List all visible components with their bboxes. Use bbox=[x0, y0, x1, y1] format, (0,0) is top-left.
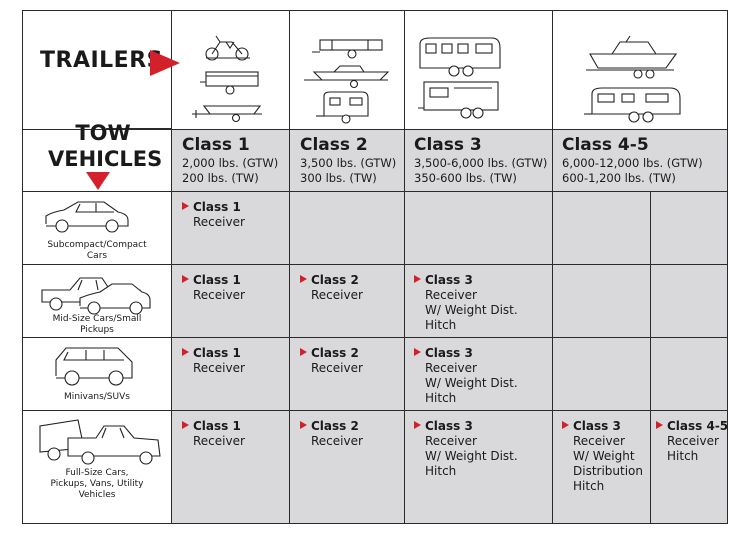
entry-line: Receiver bbox=[425, 434, 477, 448]
red-pointer-icon bbox=[656, 421, 663, 429]
entry-line: Receiver bbox=[193, 361, 245, 375]
vehicle-label-line: Minivans/SUVs bbox=[64, 392, 130, 402]
cell-r2c5 bbox=[651, 265, 728, 338]
entry-line: Hitch bbox=[425, 318, 457, 332]
entry-class: Class 2 bbox=[311, 346, 359, 360]
red-pointer-icon bbox=[182, 421, 189, 429]
vehicle-label-line: Pickups bbox=[80, 325, 114, 335]
cell-r1c5 bbox=[651, 192, 728, 265]
red-pointer-icon bbox=[182, 348, 189, 356]
entry-class: Class 3 bbox=[425, 273, 473, 287]
trailers-title: TRAILERS bbox=[40, 48, 163, 73]
red-pointer-icon bbox=[414, 421, 421, 429]
class2-tw: 300 lbs. (TW) bbox=[300, 171, 377, 185]
entry-r4c2 bbox=[300, 419, 363, 449]
large-rv-trailer-icon bbox=[584, 86, 684, 124]
entry-line: Distribution bbox=[573, 464, 644, 478]
vehicle-label-line: Pickups, Vans, Utility bbox=[50, 479, 144, 489]
class1-name: Class 1 bbox=[182, 135, 250, 155]
entry-r2c1 bbox=[182, 273, 245, 303]
folding-camper-icon bbox=[312, 36, 388, 60]
vehicle-label-line: Subcompact/Compact bbox=[47, 240, 147, 250]
class45-name: Class 4-5 bbox=[562, 135, 649, 155]
vehicle-label-compact bbox=[27, 240, 167, 262]
entry-line: W/ Weight Dist. bbox=[425, 449, 518, 463]
fullsize-truck-van-icon bbox=[38, 418, 164, 466]
entry-r3c1 bbox=[182, 346, 245, 376]
vehicle-label-line: Vehicles bbox=[78, 490, 116, 500]
entry-class: Class 3 bbox=[425, 346, 473, 360]
cabin-cruiser-icon bbox=[586, 34, 682, 78]
tow-word: TOW bbox=[75, 121, 131, 145]
tow-vehicles-title bbox=[48, 120, 163, 172]
red-pointer-icon bbox=[300, 348, 307, 356]
class2-gtw: 3,500 lbs. (GTW) bbox=[300, 156, 397, 170]
entry-line: Hitch bbox=[667, 449, 699, 463]
vehicle-label-line: Mid-Size Cars/Small bbox=[52, 314, 142, 324]
down-arrow-icon bbox=[86, 172, 110, 190]
class3-gtw: 3,500-6,000 lbs. (GTW) bbox=[414, 156, 548, 170]
class3-tw: 350-600 lbs. (TW) bbox=[414, 171, 517, 185]
class3-capacity bbox=[414, 156, 547, 186]
enclosed-trailer-icon bbox=[418, 80, 502, 120]
entry-class: Class 3 bbox=[425, 419, 473, 433]
class45-gtw: 6,000-12,000 lbs. (GTW) bbox=[562, 156, 703, 170]
entry-class: Class 1 bbox=[193, 346, 241, 360]
entry-line: W/ Weight Dist. bbox=[425, 303, 518, 317]
entry-r2c2 bbox=[300, 273, 363, 303]
vehicle-label-fullsize bbox=[27, 468, 167, 501]
utility-trailer-icon bbox=[200, 68, 264, 96]
entry-r2c3 bbox=[414, 273, 518, 333]
entry-class: Class 2 bbox=[311, 273, 359, 287]
class1-gtw: 2,000 lbs. (GTW) bbox=[182, 156, 279, 170]
class2-name: Class 2 bbox=[300, 135, 368, 155]
entry-class: Class 1 bbox=[193, 200, 241, 214]
class3-name: Class 3 bbox=[414, 135, 482, 155]
class1-capacity bbox=[182, 156, 278, 186]
red-pointer-icon bbox=[414, 348, 421, 356]
midsize-car-pickup-icon bbox=[40, 272, 152, 316]
red-pointer-icon bbox=[562, 421, 569, 429]
vehicles-word: VEHICLES bbox=[48, 147, 163, 171]
entry-class: Class 1 bbox=[193, 273, 241, 287]
motorcycle-trailer-icon bbox=[204, 34, 252, 62]
vehicle-label-line: Full-Size Cars, bbox=[65, 468, 129, 478]
class1-tw: 200 lbs. (TW) bbox=[182, 171, 259, 185]
entry-class: Class 2 bbox=[311, 419, 359, 433]
small-camper-icon bbox=[316, 90, 376, 124]
entry-line: W/ Weight Dist. bbox=[425, 376, 518, 390]
entry-line: Receiver bbox=[425, 288, 477, 302]
entry-line: Receiver bbox=[193, 288, 245, 302]
red-pointer-icon bbox=[182, 202, 189, 210]
entry-r4c1 bbox=[182, 419, 245, 449]
class2-capacity bbox=[300, 156, 396, 186]
entry-r3c3 bbox=[414, 346, 518, 406]
entry-r1c1 bbox=[182, 200, 245, 230]
entry-line: Receiver bbox=[311, 434, 363, 448]
class45-tw: 600-1,200 lbs. (TW) bbox=[562, 171, 676, 185]
travel-trailer-icon bbox=[414, 36, 504, 78]
entry-line: Receiver bbox=[573, 434, 625, 448]
entry-r3c2 bbox=[300, 346, 363, 376]
entry-line: Hitch bbox=[573, 479, 605, 493]
entry-line: Receiver bbox=[311, 361, 363, 375]
cell-r1c3 bbox=[405, 192, 553, 265]
red-pointer-icon bbox=[300, 275, 307, 283]
cell-r1c4 bbox=[553, 192, 651, 265]
red-pointer-icon bbox=[414, 275, 421, 283]
entry-class: Class 4-5 bbox=[667, 419, 729, 433]
entry-line: Receiver bbox=[311, 288, 363, 302]
cell-r1c2 bbox=[290, 192, 405, 265]
entry-line: Hitch bbox=[425, 391, 457, 405]
entry-line: Receiver bbox=[667, 434, 719, 448]
small-boat-trailer-icon bbox=[192, 98, 270, 122]
cell-r3c4 bbox=[553, 338, 651, 411]
class45-capacity bbox=[562, 156, 703, 186]
entry-class: Class 1 bbox=[193, 419, 241, 433]
compact-car-icon bbox=[42, 198, 132, 236]
vehicle-label-line: Cars bbox=[86, 251, 108, 261]
red-pointer-icon bbox=[182, 275, 189, 283]
entry-line: Receiver bbox=[193, 215, 245, 229]
cell-r2c4 bbox=[553, 265, 651, 338]
boat-trailer-icon bbox=[304, 62, 396, 86]
minivan-suv-icon bbox=[52, 344, 136, 388]
entry-r4c5 bbox=[656, 419, 728, 464]
red-pointer-icon bbox=[300, 421, 307, 429]
vehicle-label-midsize bbox=[27, 314, 167, 336]
entry-r4c3 bbox=[414, 419, 518, 479]
entry-line: Receiver bbox=[193, 434, 245, 448]
entry-line: W/ Weight bbox=[573, 449, 635, 463]
vehicle-label-minivan bbox=[27, 392, 167, 403]
right-arrow-icon bbox=[150, 50, 180, 76]
cell-r3c5 bbox=[651, 338, 728, 411]
entry-line: Receiver bbox=[425, 361, 477, 375]
entry-class: Class 3 bbox=[573, 419, 621, 433]
entry-line: Hitch bbox=[425, 464, 457, 478]
entry-r4c4 bbox=[562, 419, 643, 494]
